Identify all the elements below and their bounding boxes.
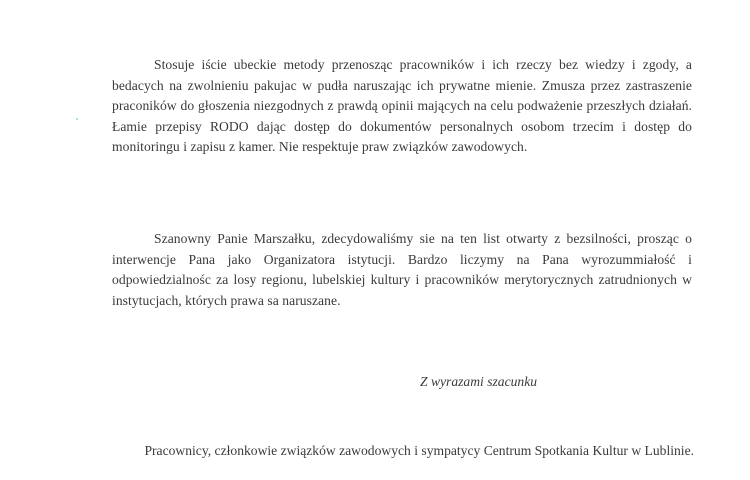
letter-closing: Z wyrazami szacunku bbox=[420, 374, 538, 389]
letter-paragraph-2 bbox=[112, 229, 692, 311]
letter-signature: Pracownicy, członkowie związków zawodowych i sympatycy Centrum Spotkania Kultur w Lublinie. bbox=[144, 443, 694, 458]
letter-paragraph-1 bbox=[112, 55, 692, 158]
paragraph-1-text: Stosuje iście ubeckie metody przenosząc pracowników i ich rzeczy bez wiedzy i zgody, a bedacych na zwolnieniu pakujac w pudła naruszając ich prywatne mienie. Zmusza przez zastraszenie praconików do głoszenia niezgodnych z prawdą opinii mających na celu podważenie przeszłych działań. Łamie przepisy RODO dając dostęp do dokumentów personalnych osobom trzecim i dostęp do monitoringu i zapisu z kamer. Nie respektuje praw związków zawodowych. bbox=[112, 57, 692, 154]
scan-speck bbox=[76, 118, 78, 120]
paragraph-2-text: Szanowny Panie Marszałku, zdecydowaliśmy sie na ten list otwarty z bezsilności, prosząc o interwencje Pana jako Organizatora istytucji. Bardzo liczymy na Pana wyrozummiałość i odpowiedzialnośc za losy regionu, lubelskiej kultury i pracowników merytorycznych zatrudnionych w instytucjach, których prawa sa naruszane. bbox=[112, 231, 692, 308]
